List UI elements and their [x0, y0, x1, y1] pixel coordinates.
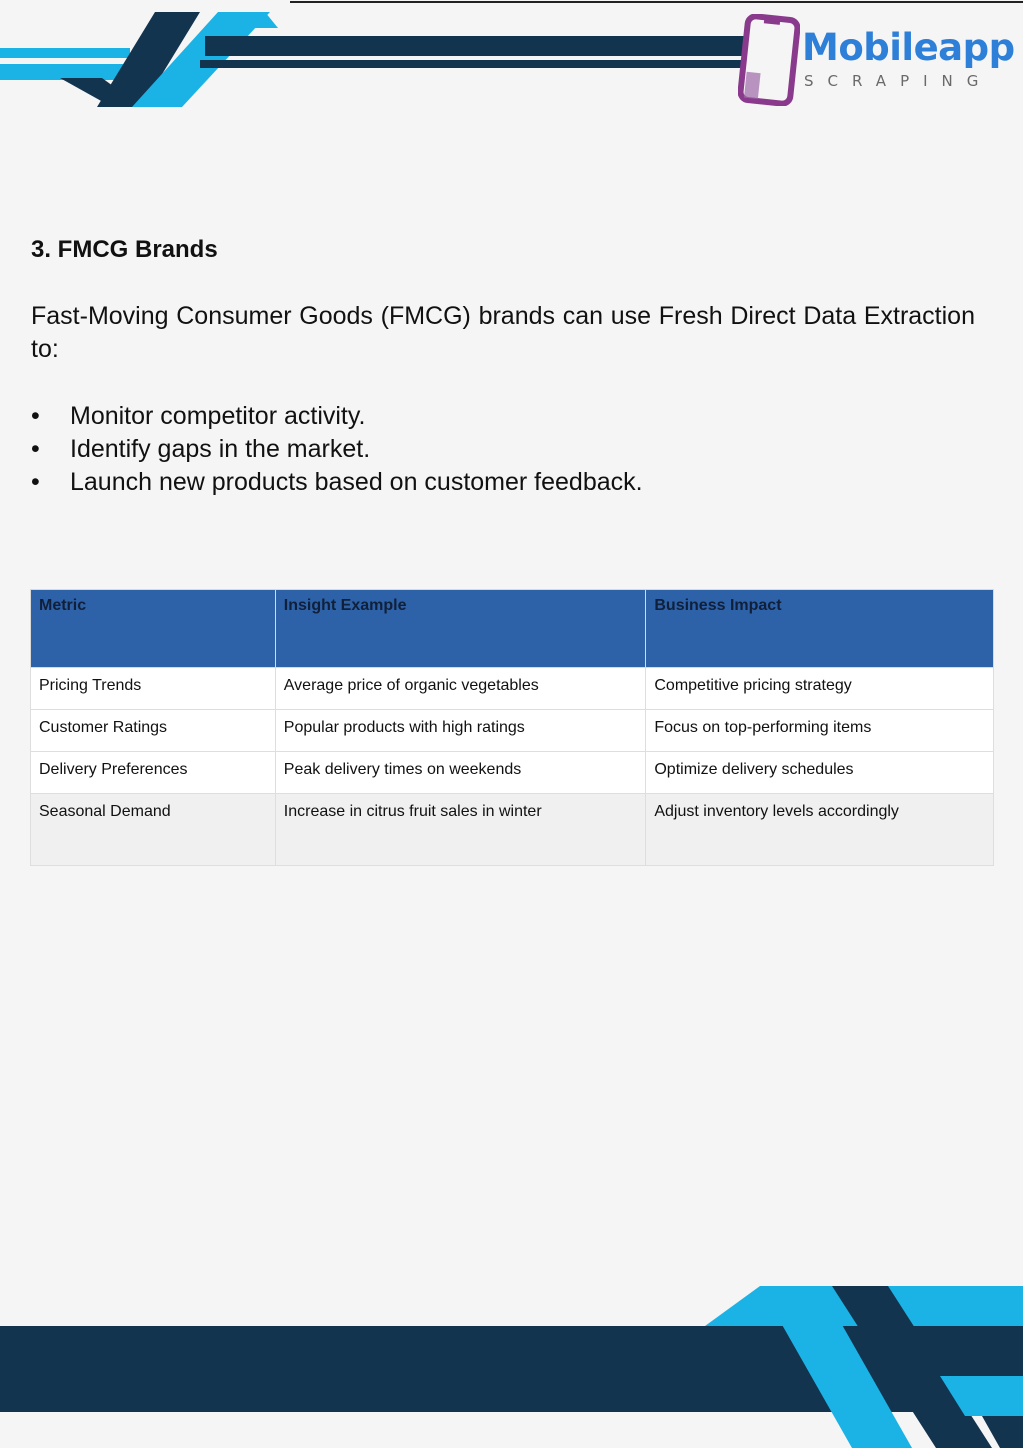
table-header-row — [31, 590, 994, 668]
benefit-list — [31, 400, 643, 499]
phone-icon — [738, 14, 800, 106]
cell-insight: Average price of organic vegetables — [275, 668, 646, 710]
cell-impact: Focus on top-performing items — [646, 710, 994, 752]
bullet-icon: • — [31, 468, 40, 496]
cell-metric: Seasonal Demand — [31, 794, 276, 866]
table-row — [31, 794, 994, 866]
cell-insight: Peak delivery times on weekends — [275, 752, 646, 794]
logo-subtitle: SCRAPING — [804, 72, 993, 90]
cell-impact: Optimize delivery schedules — [646, 752, 994, 794]
bullet-icon: • — [31, 435, 40, 463]
cell-insight: Popular products with high ratings — [275, 710, 646, 752]
table-row — [31, 710, 994, 752]
list-item: • Identify gaps in the market. — [31, 433, 643, 466]
cell-insight: Increase in citrus fruit sales in winter — [275, 794, 646, 866]
cell-impact: Adjust inventory levels accordingly — [646, 794, 994, 866]
header-business-impact: Business Impact — [646, 590, 994, 668]
brand-logo — [738, 14, 1015, 106]
section-title: 3. FMCG Brands — [31, 236, 218, 263]
list-item: • Launch new products based on customer feedback. — [31, 466, 643, 499]
logo-wordmark: Mobileapp — [802, 26, 1015, 69]
list-item: • Monitor competitor activity. — [31, 400, 643, 433]
header-metric: Metric — [31, 590, 276, 668]
table-row — [31, 668, 994, 710]
table-row — [31, 752, 994, 794]
bullet-icon: • — [31, 402, 40, 430]
cell-impact: Competitive pricing strategy — [646, 668, 994, 710]
header-insight-example: Insight Example — [275, 590, 646, 668]
metrics-table — [30, 589, 994, 866]
intro-paragraph: Fast-Moving Consumer Goods (FMCG) brands can use Fresh Direct Data Extraction to: — [31, 302, 975, 363]
footer-decoration — [0, 1278, 1023, 1448]
cell-metric: Pricing Trends — [31, 668, 276, 710]
cell-metric: Delivery Preferences — [31, 752, 276, 794]
cell-metric: Customer Ratings — [31, 710, 276, 752]
